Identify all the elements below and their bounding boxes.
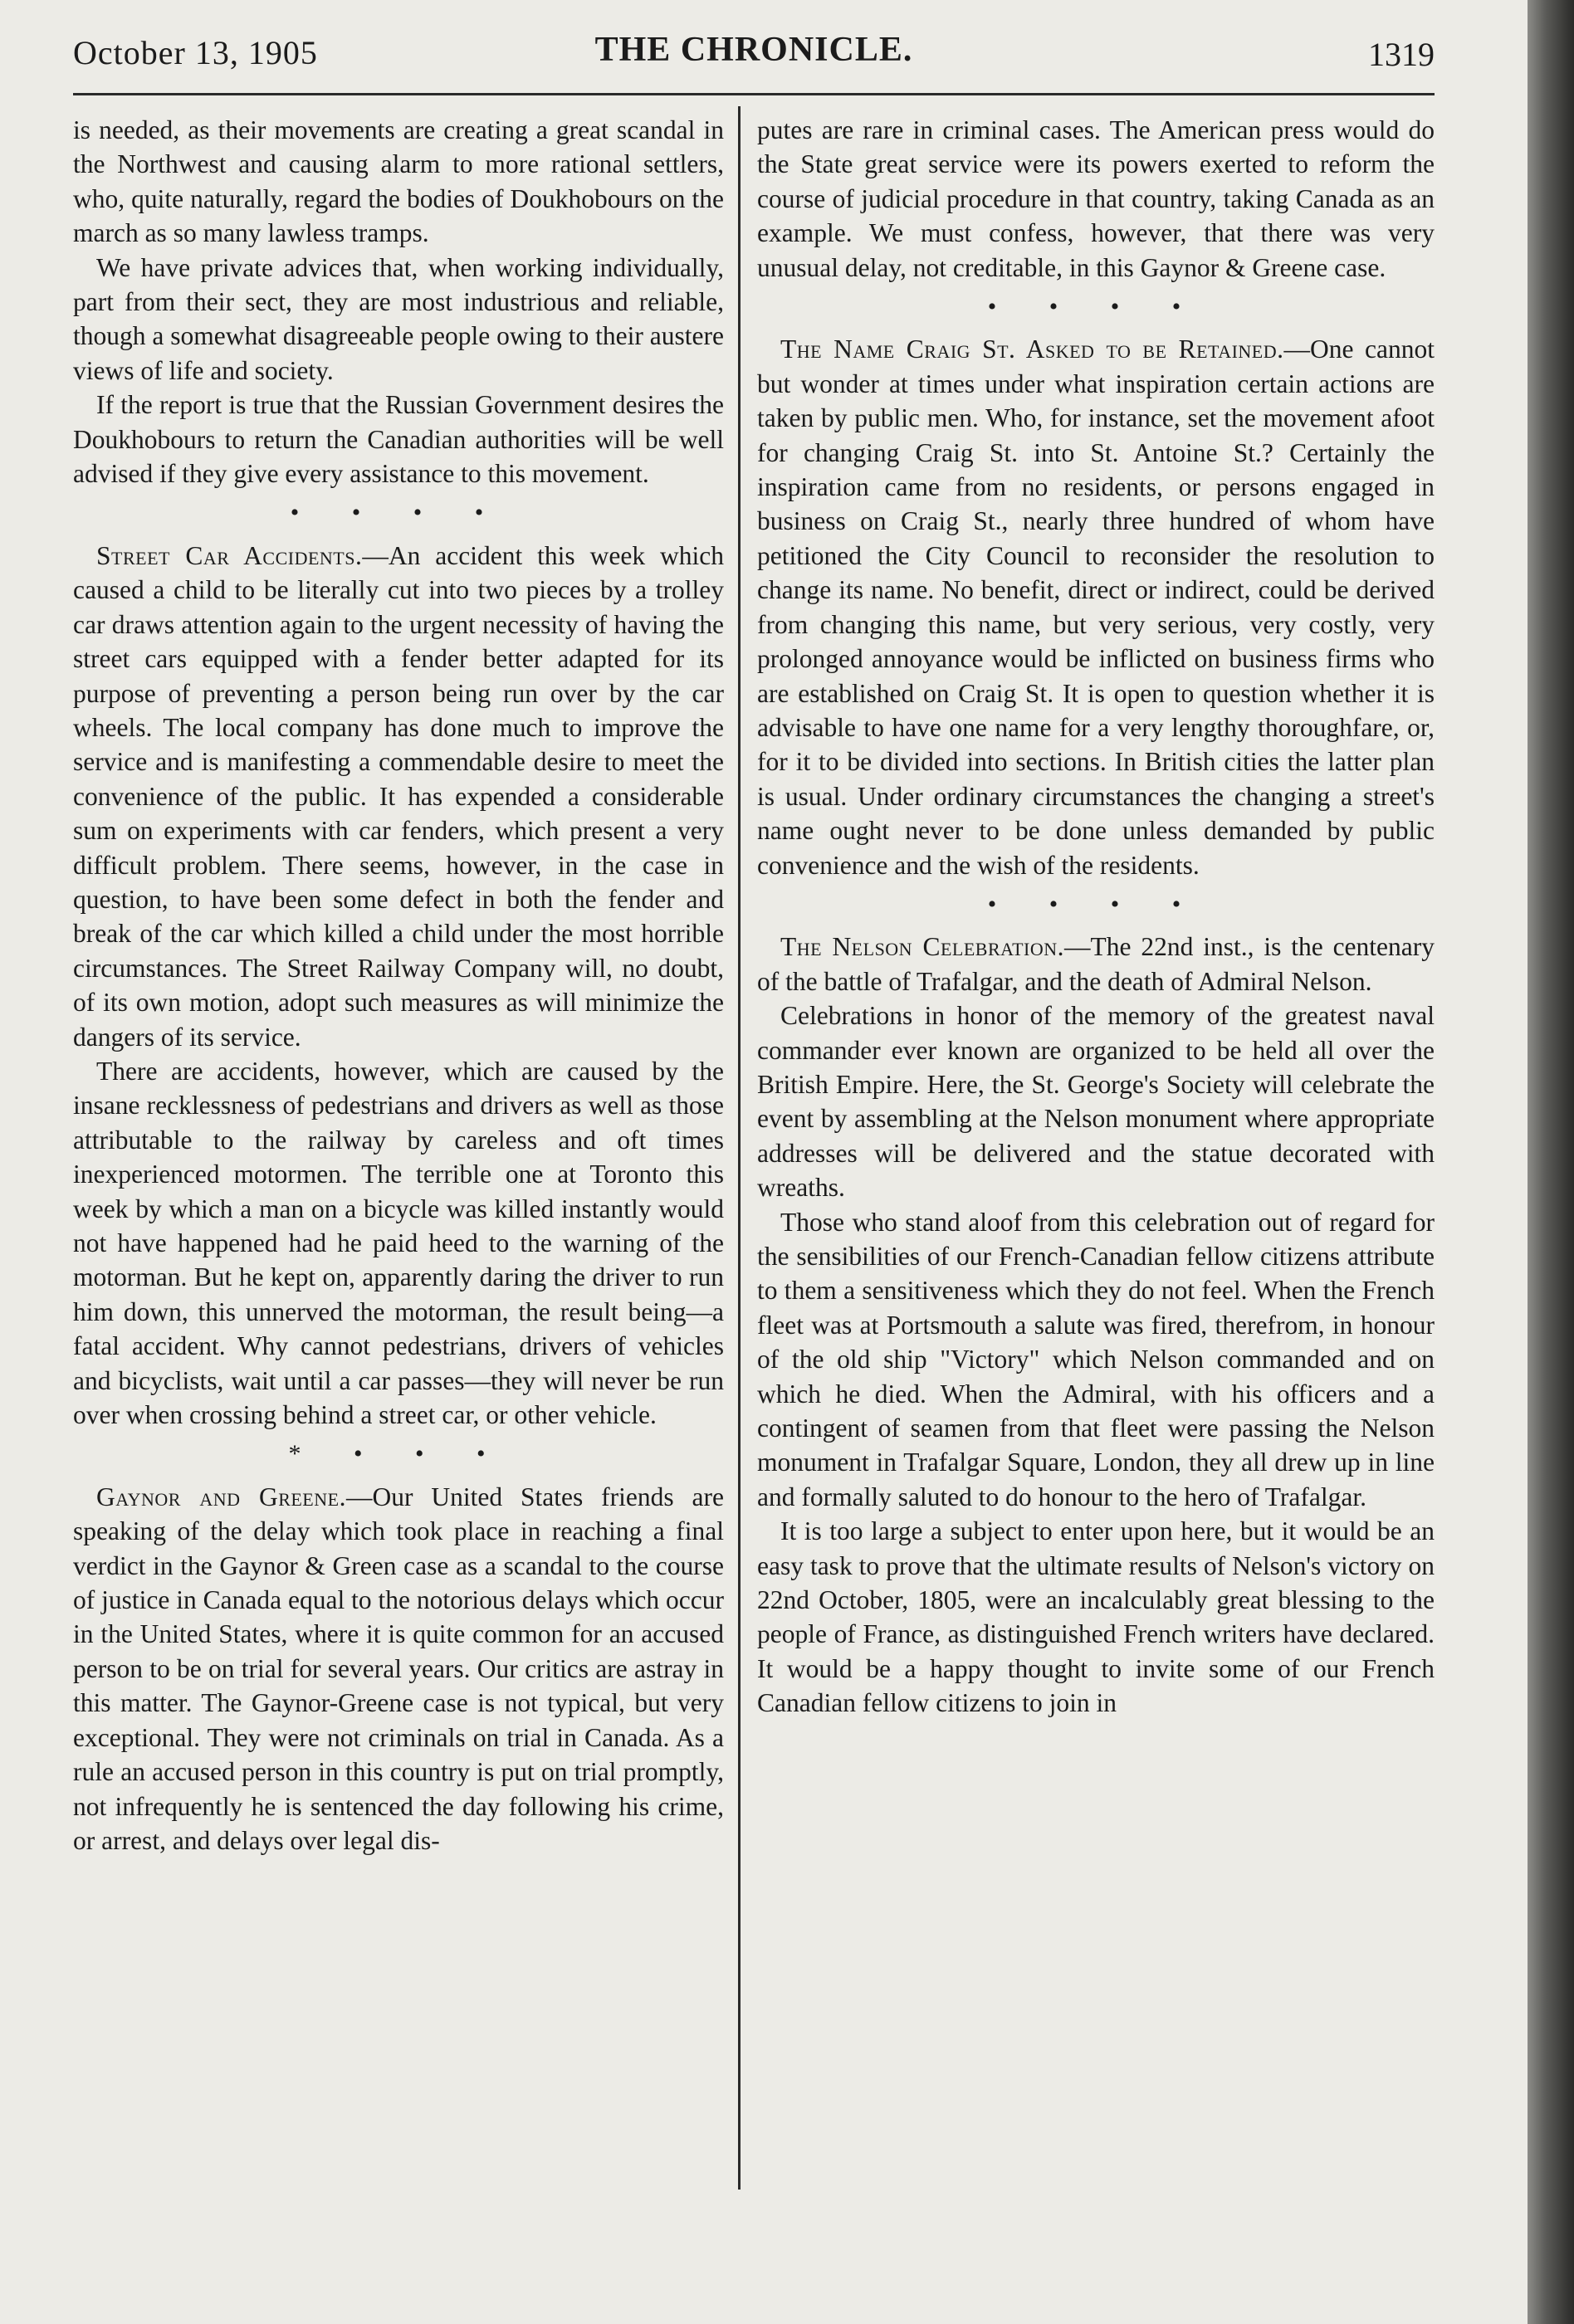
left-column <box>73 113 724 1858</box>
craig-st-heading: The Name Craig St. Asked to be Retained. <box>780 334 1284 364</box>
page-edge-shadow <box>1528 0 1574 2324</box>
nelson-paragraph-2: Celebrations in honor of the memory of the greatest naval commander ever known are organized to be held all over the British Empire. Here, the St. George's Society will celebrate the event by assembling at the Nelson monument where appropriate addresses will be delivered and the statue decorated with wreaths. <box>757 1001 1435 1203</box>
gaynor-greene-text: —Our United States friends are speaking of the delay which took place in reaching a final verdict in the Gaynor & Green case as a scandal to the course of justice in Canada equal to the notorious delays which occur in the United States, where it is quite common for an accused person to be on trial for several years. Our critics are astray in this matter. The Gaynor-Greene case is not typical, but very exceptional. They were not criminals on trial in Canada. As a rule an accused person in this country is put on trial promptly, not infrequently he is sentenced the day following his crime, or arrest, and delays over legal dis- <box>73 1482 724 1855</box>
section-separator: • • • • <box>987 890 1205 918</box>
street-car-accidents-paragraph-1 <box>73 539 724 1054</box>
right-column <box>757 113 1435 1721</box>
gaynor-greene-paragraph <box>73 1480 724 1858</box>
gaynor-greene-heading: Gaynor and Greene. <box>96 1482 346 1511</box>
craig-st-paragraph <box>757 332 1435 882</box>
issue-date: October 13, 1905 <box>73 34 318 71</box>
street-car-accidents-paragraph-2: There are accidents, however, which are caused by the insane recklessness of pedestrians and drivers as well as those attributable to the railway by careless and oft times inexperienced motormen. The terrible one at Toronto this week by which a man on a bicycle was killed instantly would not have happened had he paid heed to the warning of the motorman. But he kept on, apparently daring the driver to run him down, this unnerved the motorman, the result being—a fatal accident. Why cannot pedestrians, drivers of vehicles and bicyclists, wait until a car passes—they will never be run over when crossing behind a street car, or other vehicle. <box>73 1056 724 1430</box>
section-separator: • • • • <box>987 293 1205 321</box>
nelson-paragraph-1 <box>757 930 1435 998</box>
street-car-accidents-heading: Street Car Accidents. <box>96 540 363 570</box>
nelson-celebration-heading: The Nelson Celebration. <box>780 932 1064 962</box>
nelson-paragraph-3: Those who stand aloof from this celebration out of regard for the sensibilities of our French-Canadian fellow citizens attribute to them a sensitiveness which they do not feel. When the French fleet was at Portsmouth a salute was fired, therefrom, in honour of the old ship "Victory" which Nelson commanded and on which he died. When the Admiral, with his officers and a contingent of seamen from that fleet were passing the Nelson monument in Trafalgar Square, London, they all drew up in line and formally saluted to do honour to the hero of Trafalgar. <box>757 1207 1435 1511</box>
gaynor-greene-continuation: putes are rare in criminal cases. The American press would do the State great service were its powers exerted to reform the course of judicial procedure in that country, taking Canada as an example. We must confess, however, that there was very unusual delay, not creditable, in this Gaynor & Greene case. <box>757 115 1435 282</box>
page-number: 1319 <box>1368 36 1435 73</box>
doukhobour-paragraph-2: We have private advices that, when working individually, part from their sect, they are most industrious and reliable, though a somewhat disagreeable people owing to their austere views of life and society. <box>73 252 724 385</box>
nelson-paragraph-4: It is too large a subject to enter upon here, but it would be an easy task to prove that the ultimate results of Nelson's victory on 22nd October, 1805, were an incalculably great blessing to the people of France, as distinguished French writers have declared. It would be a happy thought to invite some of our French Canadian fellow citizens to join in <box>757 1516 1435 1718</box>
nelson-celebration-text: —The 22nd inst., is the centenary of the battle of Trafalgar, and the death of Admiral Nelson. <box>757 932 1435 996</box>
street-car-accidents-text: —An accident this week which caused a child to be literally cut into two pieces by a trolley car draws attention again to the urgent necessity of having the street cars equipped with a fender better adapted for its purpose of preventing a person being run over by the car wheels. The local company has done much to improve the service and is manifesting a commendable desire to meet the convenience of the public. It has expended a considerable sum on experiments with car fenders, which present a very difficult problem. There seems, however, in the case in question, to have been some defect in both the fender and break of the car which killed a child under the most horrible circumstances. The Street Railway Company will, no doubt, of its own motion, adopt such measures as will minimize the dangers of its service. <box>73 540 725 1052</box>
doukhobour-paragraph-1: is needed, as their movements are creating a great scandal in the Northwest and causing alarm to more rational settlers, who, quite naturally, regard the bodies of Doukhobours on the march as so many lawless tramps. <box>73 115 724 248</box>
section-separator: * • • • <box>288 1440 509 1468</box>
doukhobour-paragraph-3: If the report is true that the Russian Government desires the Doukhobours to return the Canadian authorities will be well advised if they give every assistance to this movement. <box>73 390 724 489</box>
section-separator: • • • • <box>290 499 507 527</box>
header-rule <box>73 93 1435 95</box>
page-header <box>73 30 1435 96</box>
publication-title: THE CHRONICLE. <box>594 31 913 69</box>
column-divider <box>738 106 741 2190</box>
craig-st-text: —One cannot but wonder at times under what inspiration certain actions are taken by public men. Who, for instance, set the movement afoot for changing Craig St. into St. Antoine St.? Certainly the inspiration came from no residents, or persons engaged in business on Craig St., nearly three hundred of whom have petitioned the City Council to reconsider the resolution to change its name. No benefit, direct or indirect, could be derived from changing this name, but very serious, very costly, very prolonged annoyance would be inflicted on business firms who are established on Craig St. It is open to question whether it is advisable to have one name for a very lengthy thoroughfare, or, for it to be divided into sections. In British cities the latter plan is usual. Under ordinary circumstances the changing a street's name ought never to be done unless demanded by public convenience and the wish of the residents. <box>757 334 1435 880</box>
